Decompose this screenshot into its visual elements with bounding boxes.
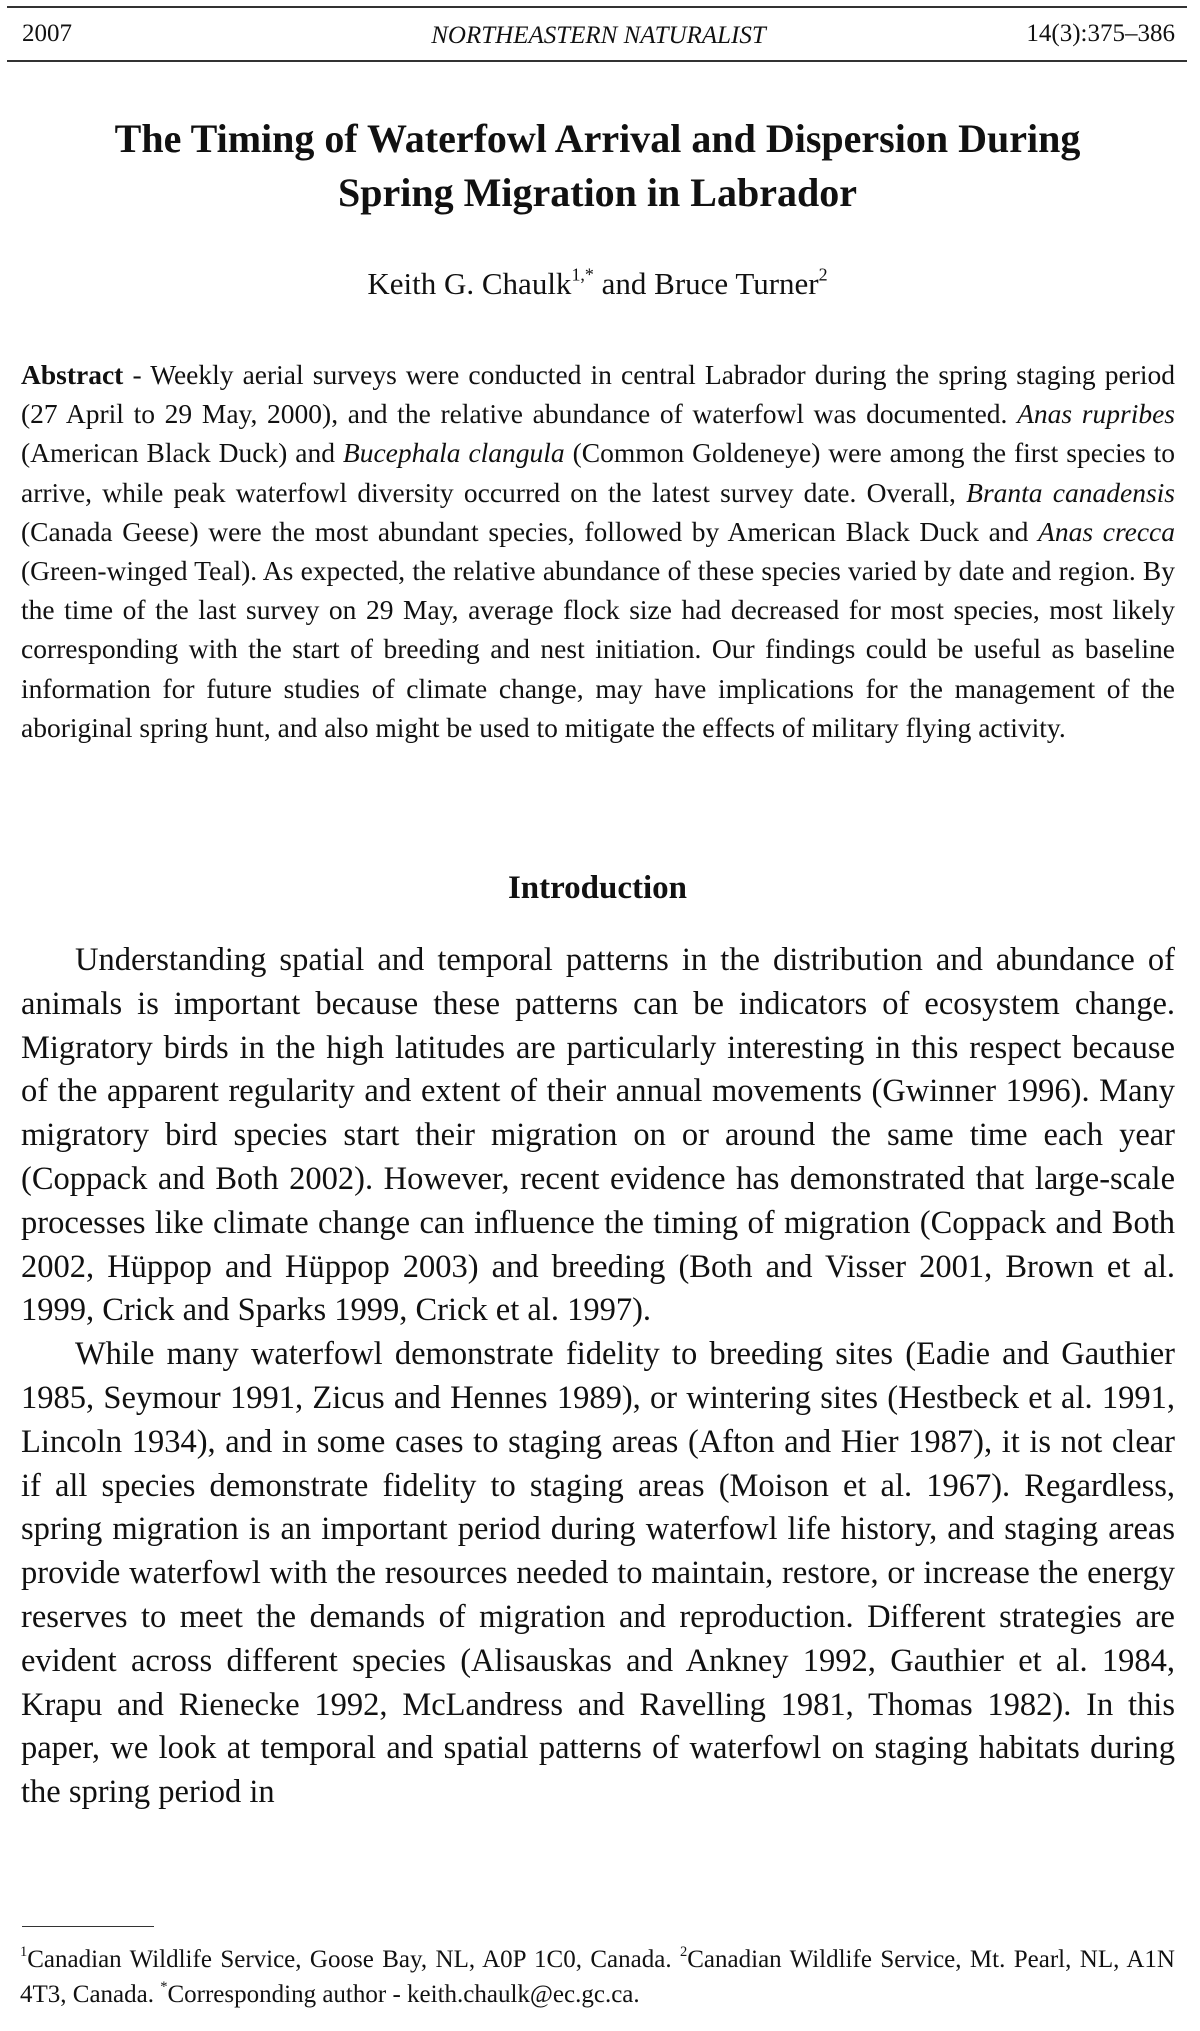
abstract-text: (American Black Duck) and — [21, 437, 343, 469]
author-2-affiliation-marks: 2 — [818, 264, 828, 285]
running-head-year: 2007 — [22, 20, 72, 47]
paragraph: While many waterfowl demonstrate fidelity to breeding sites (Eadie and Gauthier 1985, Seymour 1991, Zicus and Hennes 1989), or wintering sites (Hestbeck et al. 1991, Lincoln 1934), and in some cases to staging areas (Afton and Hier 1987), it is not clear if all species demonstrate fidelity to staging areas (Moison et al. 1967). Regardless, spring migration is an important period during waterfowl life history, and staging areas provide waterfowl with the resources needed to maintain, restore, or increase the energy reserves to meet the demands of migration and reproduction. Different strategies are evident across different species (Alisauskas and Ankney 1992, Gauthier et al. 1984, Krapu and Rienecke 1992, McLandress and Ravelling 1981, Thomas 1982). In this paper, we look at temporal and spatial patterns of waterfowl on staging habitats during the spring period in — [21, 1336, 1175, 1811]
header-bottom-rule — [7, 60, 1187, 62]
footnote-affiliation-2: Canadian Wildlife Service, Mt. Pearl, NL, A1N 4T3, Canada. — [20, 1946, 1175, 2008]
title-line-2: Spring Migration in Labrador — [338, 170, 857, 215]
footnote-rule — [22, 1926, 154, 1927]
abstract-text: (Green-winged Teal). As expected, the relative abundance of these species varied by date and region. By the time of the last survey on 29 May, average flock size had decreased for most species, most likely corresponding with the start of breeding and nest initiation. Our findings could be useful as baseline information for future studies of climate change, may have implications for the management of the aboriginal spring hunt, and also might be used to mitigate the effects of military flying activity. — [21, 555, 1175, 743]
author-2: Bruce Turner — [654, 266, 819, 301]
running-head — [22, 16, 1175, 52]
running-head-volume-pages: 14(3):375–386 — [1026, 20, 1175, 47]
paragraph: Understanding spatial and temporal patterns in the distribution and abundance of animals is important because these patterns can be indicators of ecosystem change. Migratory birds in the high latitudes are particularly interesting in this respect because of the apparent regularity and extent of their annual movements (Gwinner 1996). Many migratory bird species start their migration on or around the same time each year (Coppack and Both 2002). However, recent evidence has demonstrated that large-scale processes like climate change can influence the timing of migration (Coppack and Both 2002, Hüppop and Hüppop 2003) and breeding (Both and Visser 2001, Brown et al. 1999, Crick and Sparks 1999, Crick et al. 1997). — [21, 942, 1175, 1329]
author-conjunction: and — [593, 266, 655, 301]
author-list — [20, 262, 1175, 306]
abstract — [21, 355, 1175, 747]
species-name: Bucephala clangula — [342, 437, 565, 469]
footnote-mark: 2 — [680, 1944, 688, 1961]
introduction-body — [21, 939, 1175, 1815]
species-name: Anas rupribes — [1017, 398, 1176, 430]
footnote-mark: 1 — [20, 1944, 28, 1961]
species-name: Branta canadensis — [966, 476, 1175, 508]
title-line-1: The Timing of Waterfowl Arrival and Dispersion During — [114, 116, 1081, 161]
species-name: Anas crecca — [1038, 515, 1175, 547]
section-heading-introduction: Introduction — [507, 870, 688, 906]
footnote-affiliation-1: Canadian Wildlife Service, Goose Bay, NL, A0P 1C0, Canada. — [27, 1946, 680, 1973]
abstract-text: - Weekly aerial surveys were conducted in central Labrador during the spring staging period (27 April to 29 May, 2000), and the relative abundance of waterfowl was documented. — [21, 359, 1175, 430]
footnote-mark: * — [160, 1979, 168, 1996]
running-head-journal: NORTHEASTERN NATURALIST — [431, 22, 766, 49]
header-top-rule — [7, 6, 1187, 8]
author-1-affiliation-marks: 1,* — [571, 264, 594, 285]
footnote-corresponding-author: Corresponding author - keith.chaulk@ec.gc.ca. — [167, 1981, 640, 2008]
abstract-label: Abstract — [21, 359, 124, 390]
article-title — [20, 112, 1175, 220]
abstract-text: (Common Goldeneye) were among the first species to arrive, while peak waterfowl diversity occurred on the latest survey date. Overall, — [21, 437, 1175, 508]
author-1: Keith G. Chaulk — [367, 266, 572, 301]
footnotes — [20, 1942, 1175, 2012]
abstract-text: (Canada Geese) were the most abundant species, followed by American Black Duck and — [21, 515, 1039, 547]
